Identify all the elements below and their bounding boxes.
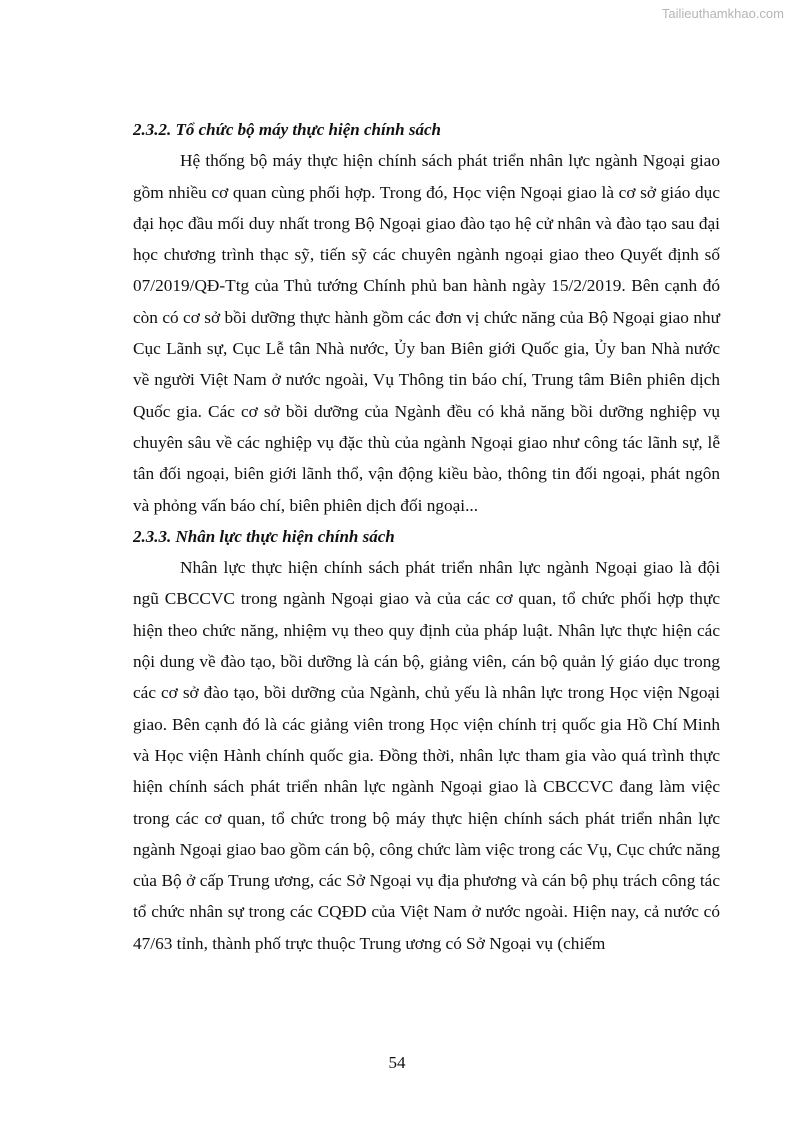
section-heading-2-3-3: 2.3.3. Nhân lực thực hiện chính sách — [133, 526, 395, 546]
section-paragraph-2-3-2: Hệ thống bộ máy thực hiện chính sách phát triển nhân lực ngành Ngoại giao gồm nhiều cơ quan cùng phối hợp. Trong đó, Học viện Ngoại giao là cơ sở giáo dục đại học đầu mối duy nhất trong Bộ Ngoại giao đào tạo hệ cử nhân và đào tạo sau đại học chương trình thạc sỹ, tiến sỹ các chuyên ngành ngoại giao theo Quyết định số 07/2019/QĐ-Ttg của Thủ tướng Chính phủ ban hành ngày 15/2/2019. Bên cạnh đó còn có cơ sở bồi dưỡng thực hành gồm các đơn vị chức năng của Bộ Ngoại giao như Cục Lãnh sự, Cục Lễ tân Nhà nước, Ủy ban Biên giới Quốc gia, Ủy ban Nhà nước về người Việt Nam ở nước ngoài, Vụ Thông tin báo chí, Trung tâm Biên phiên dịch Quốc gia. Các cơ sở bồi dưỡng của Ngành đều có khả năng bồi dưỡng nghiệp vụ chuyên sâu về các nghiệp vụ đặc thù của ngành Ngoại giao như công tác lãnh sự, lễ tân đối ngoại, biên giới lãnh thổ, vận động kiều bào, thông tin đối ngoại, phát ngôn và phỏng vấn báo chí, biên phiên dịch đối ngoại... — [133, 151, 720, 515]
section-heading-2-3-2: 2.3.2. Tổ chức bộ máy thực hiện chính sách — [133, 120, 441, 139]
document-body — [133, 114, 720, 959]
section-paragraph-2-3-3: Nhân lực thực hiện chính sách phát triển nhân lực ngành Ngoại giao là đội ngũ CBCCVC trong ngành Ngoại giao và của các cơ quan, tổ chức phối hợp thực hiện theo chức năng, nhiệm vụ theo quy định của pháp luật. Nhân lực thực hiện các nội dung về đào tạo, bồi dưỡng là cán bộ, giảng viên, cán bộ quản lý giáo dục trong các cơ sở đào tạo, bồi dưỡng của Ngành, chủ yếu là nhân lực trong Học viện Ngoại giao. Bên cạnh đó là các giảng viên trong Học viện chính trị quốc gia Hồ Chí Minh và Học viện Hành chính quốc gia. Đồng thời, nhân lực tham gia vào quá trình thực hiện chính sách phát triển nhân lực ngành Ngoại giao là CBCCVC đang làm việc trong các cơ quan, tổ chức trong bộ máy thực hiện chính sách phát triển nhân lực ngành Ngoại giao bao gồm cán bộ, công chức làm việc trong các Vụ, Cục chức năng của Bộ ở cấp Trung ương, các Sở Ngoại vụ địa phương và cán bộ phụ trách công tác tổ chức nhân sự trong các CQĐD của Việt Nam ở nước ngoài. Hiện nay, cả nước có 47/63 tỉnh, thành phố trực thuộc Trung ương có Sở Ngoại vụ (chiếm — [133, 558, 720, 953]
page-number: 54 — [388, 1053, 406, 1072]
watermark-text: Tailieuthamkhao.com — [661, 6, 784, 21]
